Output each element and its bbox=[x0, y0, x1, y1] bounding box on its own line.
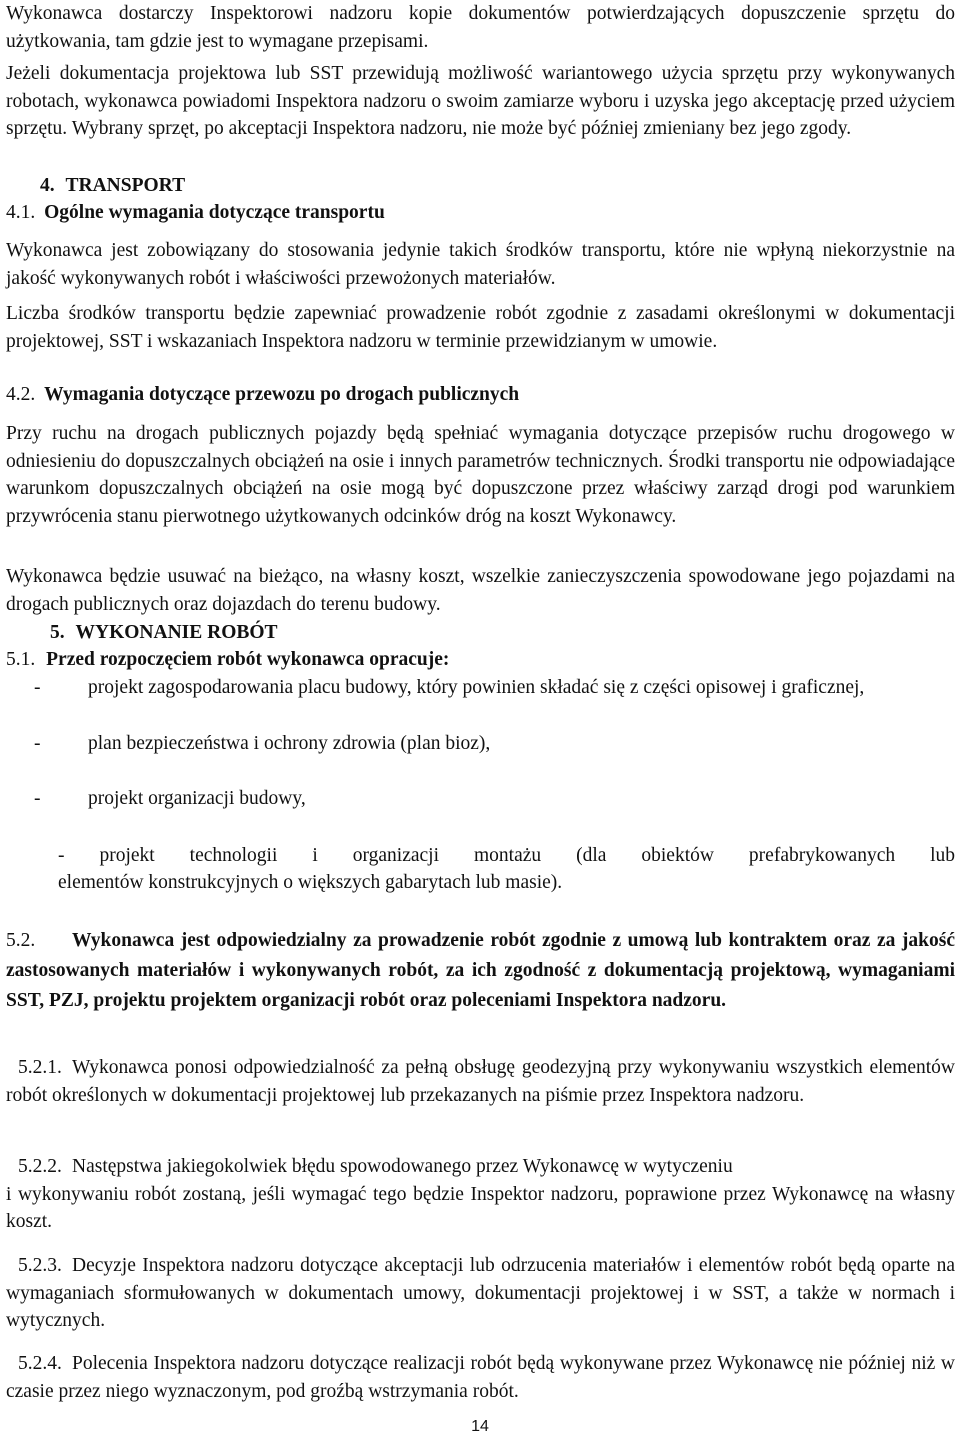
list-item-text: projekt zagospodarowania placu budowy, który powinien składać się z części opisowej i graficznej, bbox=[88, 677, 865, 698]
section-5-2-1 bbox=[6, 1054, 955, 1109]
section-5-number: 5. bbox=[50, 622, 65, 643]
list-dash: - bbox=[34, 677, 41, 698]
section-4-number: 4. bbox=[40, 175, 55, 196]
section-4-2-title: Wymagania dotyczące przewozu po drogach publicznych bbox=[44, 384, 520, 405]
section-5-heading bbox=[50, 619, 278, 647]
section-4-1-title: Ogólne wymagania dotyczące transportu bbox=[44, 202, 385, 223]
section-5-2-1-number: 5.2.1. bbox=[18, 1057, 62, 1078]
section-5-1-heading bbox=[6, 646, 449, 674]
section-4-2-heading bbox=[6, 381, 519, 409]
section-5-2-2-text: Następstwa jakiegokolwiek błędu spowodowanego przez Wykonawcę w wytyczeniu bbox=[72, 1156, 733, 1177]
page-number: 14 bbox=[471, 1418, 489, 1435]
section-4-2-paragraph-1: Przy ruchu na drogach publicznych pojazdy będą spełniać wymagania dotyczące przepisów ruchu drogowego w odniesieniu do dopuszczalnych obciążeń na osie i innych parametrów technicznych. Środki transportu nie odpowiadające warunkom dopuszczalnych obciążeń na osie mogą być dopuszczone przez właściwy zarząd drogi pod warunkiem przywrócenia stanu pierwotnego użytkowanych odcinków dróg na koszt Wykonawcy. bbox=[6, 423, 955, 527]
list-item-4-line-1: - projekt technologii i organizacji montażu (dla obiektów prefabrykowanych lub bbox=[58, 845, 955, 866]
list-dash: - bbox=[34, 733, 41, 754]
section-5-2-4-number: 5.2.4. bbox=[18, 1353, 62, 1374]
section-4-1-heading bbox=[6, 199, 385, 227]
section-4-1-paragraph-1: Wykonawca jest zobowiązany do stosowania jedynie takich środków transportu, które nie wpłyną niekorzystnie na jakość wykonywanych robót i właściwości przewożonych materiałów. bbox=[6, 240, 955, 289]
section-4-heading bbox=[40, 172, 185, 200]
section-4-2-paragraph-2: Wykonawca będzie usuwać na bieżąco, na własny koszt, wszelkie zanieczyszczenia spowodowane jego pojazdami na drogach publicznych oraz dojazdach do terenu budowy. bbox=[6, 566, 955, 615]
list-item bbox=[6, 730, 955, 758]
intro-paragraph-2: Jeżeli dokumentacja projektowa lub SST przewidują możliwość wariantowego użycia sprzętu przy wykonywanych robotach, wykonawca powiadomi Inspektora nadzoru o swoim zamiarze wyboru i uzyska jego akceptację przed użyciem sprzętu. Wybrany sprzęt, po akceptacji Inspektora nadzoru, nie może być później zmieniany bez jego zgody. bbox=[6, 63, 955, 139]
section-5-2-paragraph bbox=[6, 926, 955, 1016]
intro-paragraph-1: Wykonawca dostarczy Inspektorowi nadzoru kopie dokumentów potwierdzających dopuszczenie sprzętu do użytkowania, tam gdzie jest to wymagane przepisami. bbox=[6, 3, 955, 52]
section-5-2-1-text: Wykonawca ponosi odpowiedzialność za pełną obsługę geodezyjną przy wykonywaniu wszystkich elementów robót określonych w dokumentacji projektowej lub przekazanych na piśmie przez Inspektora nadzoru. bbox=[6, 1057, 955, 1106]
section-5-2-3 bbox=[6, 1252, 955, 1335]
section-5-2-2 bbox=[6, 1153, 955, 1236]
section-5-2-2-text-continued: i wykonywaniu robót zostaną, jeśli wymagać tego będzie Inspektor nadzoru, poprawione przez Wykonawcę na własny koszt. bbox=[6, 1183, 955, 1232]
list-item-text: projekt organizacji budowy, bbox=[88, 788, 306, 809]
list-item bbox=[6, 785, 955, 813]
section-4-1-number: 4.1. bbox=[6, 202, 36, 223]
section-5-2-2-number: 5.2.2. bbox=[18, 1156, 62, 1177]
section-5-2-number: 5.2. bbox=[6, 930, 36, 951]
section-4-2-number: 4.2. bbox=[6, 384, 36, 405]
section-5-2-text: Wykonawca jest odpowiedzialny za prowadzenie robót zgodnie z umową lub kontraktem oraz za jakość zastosowanych materiałów i wykonywanych robót, za ich zgodność z dokumentacją projektową, wymaganiami SST, PZJ, projektu projektem organizacji robót oraz poleceniami Inspektora nadzoru. bbox=[6, 930, 955, 1011]
list-dash: - bbox=[34, 788, 41, 809]
list-item-text: plan bezpieczeństwa i ochrony zdrowia (plan bioz), bbox=[88, 733, 491, 754]
section-5-1-number: 5.1. bbox=[6, 649, 36, 670]
section-4-1-paragraph-2: Liczba środków transportu będzie zapewniać prowadzenie robót zgodnie z zasadami określonymi w dokumentacji projektowej, SST i wskazaniach Inspektora nadzoru w terminie przewidzianym w umowie. bbox=[6, 303, 955, 352]
section-5-title: WYKONANIE ROBÓT bbox=[75, 622, 278, 643]
section-5-2-4 bbox=[6, 1350, 955, 1405]
section-4-title: TRANSPORT bbox=[65, 175, 186, 196]
section-5-2-3-text: Decyzje Inspektora nadzoru dotyczące akceptacji lub odrzucenia materiałów i elementów robót będą oparte na wymaganiach sformułowanych w dokumentach umowy, dokumentacji projektowej i w SST, a także w normach i wytycznych. bbox=[6, 1255, 955, 1331]
list-item bbox=[6, 674, 955, 702]
section-5-1-title: Przed rozpoczęciem robót wykonawca opracuje: bbox=[46, 649, 450, 670]
section-5-2-4-text: Polecenia Inspektora nadzoru dotyczące realizacji robót będą wykonywane przez Wykonawcę nie później niż w czasie przez niego wyznaczonym, pod groźbą wstrzymania robót. bbox=[6, 1353, 955, 1402]
section-5-2-3-number: 5.2.3. bbox=[18, 1255, 62, 1276]
list-item-4-line-2: elementów konstrukcyjnych o większych gabarytach lub masie). bbox=[58, 872, 563, 893]
